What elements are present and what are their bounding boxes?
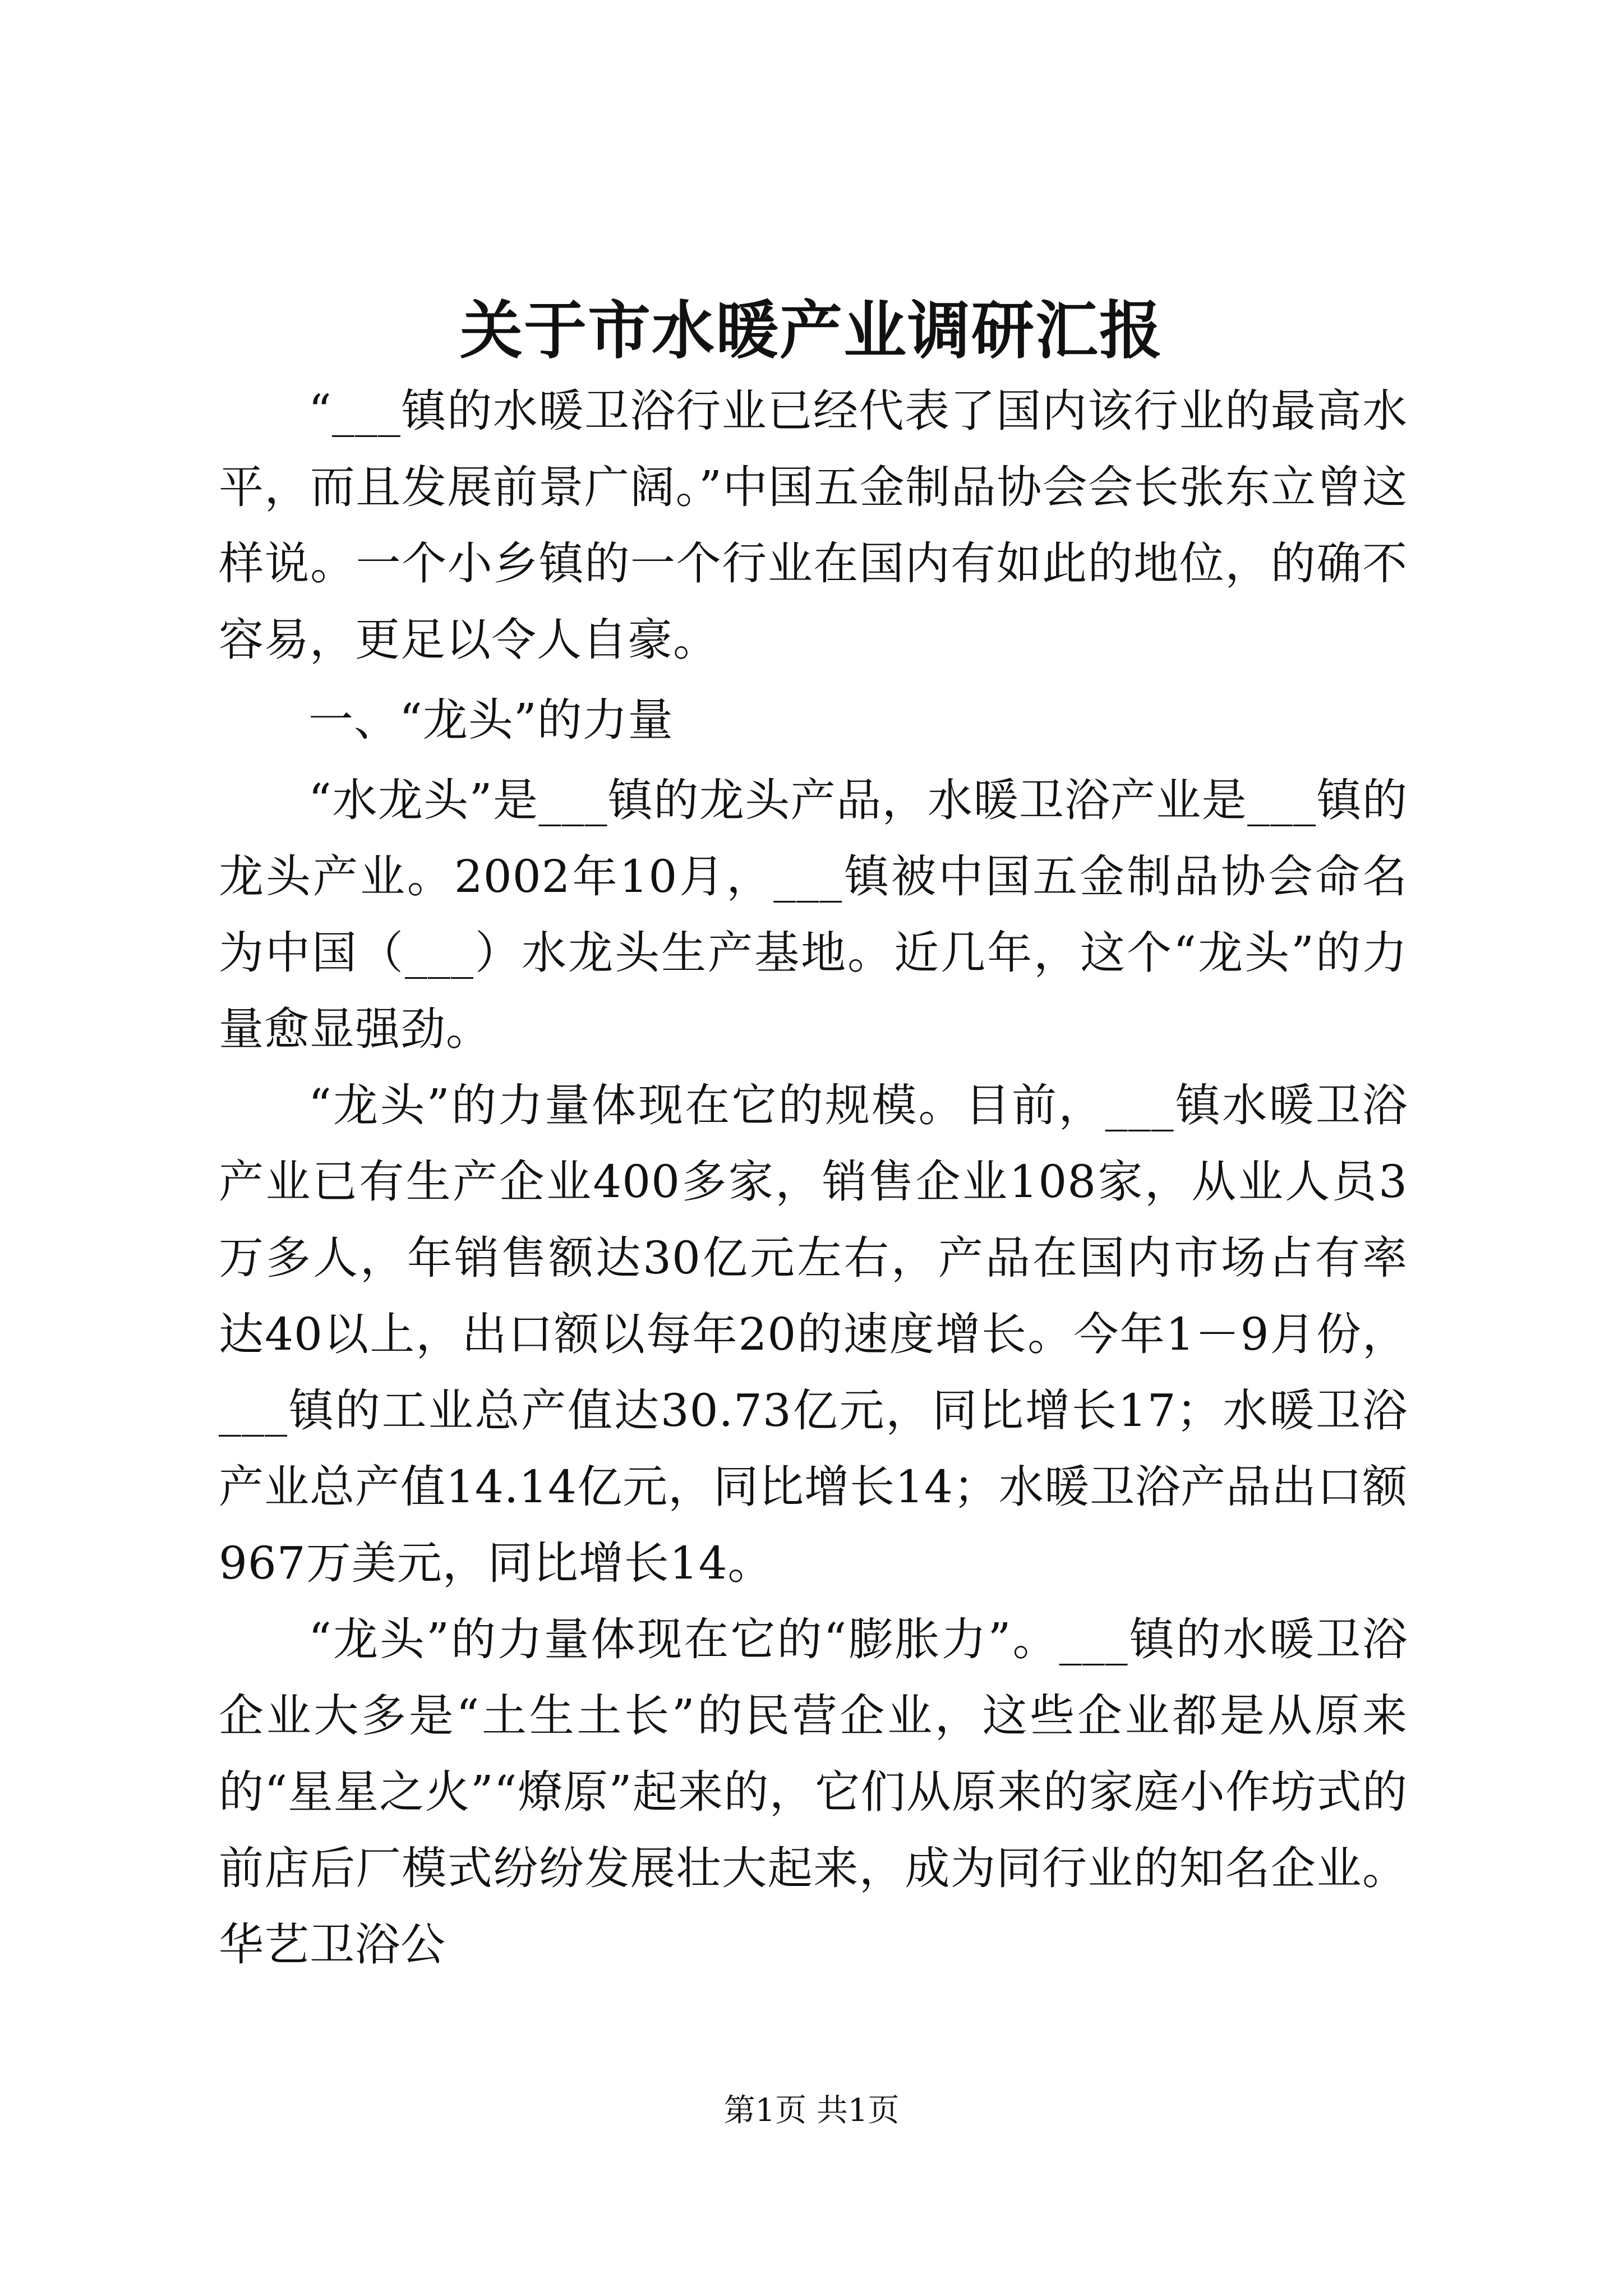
- page-footer: 第1页 共1页: [723, 2092, 900, 2129]
- document-body: [219, 373, 1408, 1983]
- paragraph-scale: “龙头”的力量体现在它的规模。目前，___镇水暖卫浴产业已有生产企业400多家，销售企业108家，从业人员3万多人，年销售额达30亿元左右，产品在国内市场占有率达40以上，出口额以每年20的速度增长。今年1－9月份，___镇的工业总产值达30.73亿元，同比增长17；水暖卫浴产业总产值14.14亿元，同比增长14；水暖卫浴产品出口额967万美元，同比增长14。: [219, 1079, 1408, 1589]
- section-heading: 一、“龙头”的力量: [308, 694, 674, 746]
- paragraph-intro: “___镇的水暖卫浴行业已经代表了国内该行业的最高水平，而且发展前景广阔。”中国五金制品协会会长张东立曾这样说。一个小乡镇的一个行业在国内有如此的地位，的确不容易，更足以令人自豪。: [219, 385, 1408, 666]
- paragraph-faucet-base: “水龙头”是___镇的龙头产品，水暖卫浴产业是___镇的龙头产业。2002年10月，___镇被中国五金制品协会命名为中国（___）水龙头生产基地。近几年，这个“龙头”的力量愈显强劲。: [219, 774, 1408, 1055]
- document-title: 关于市水暖产业调研汇报: [460, 294, 1163, 367]
- paragraph-expansion: “龙头”的力量体现在它的“膨胀力”。___镇的水暖卫浴企业大多是“土生土长”的民营企业，这些企业都是从原来的“星星之火”“燎原”起来的，它们从原来的家庭小作坊式的前店后厂模式纷纷发展壮大起来，成为同行业的知名企业。华艺卫浴公: [219, 1613, 1408, 1971]
